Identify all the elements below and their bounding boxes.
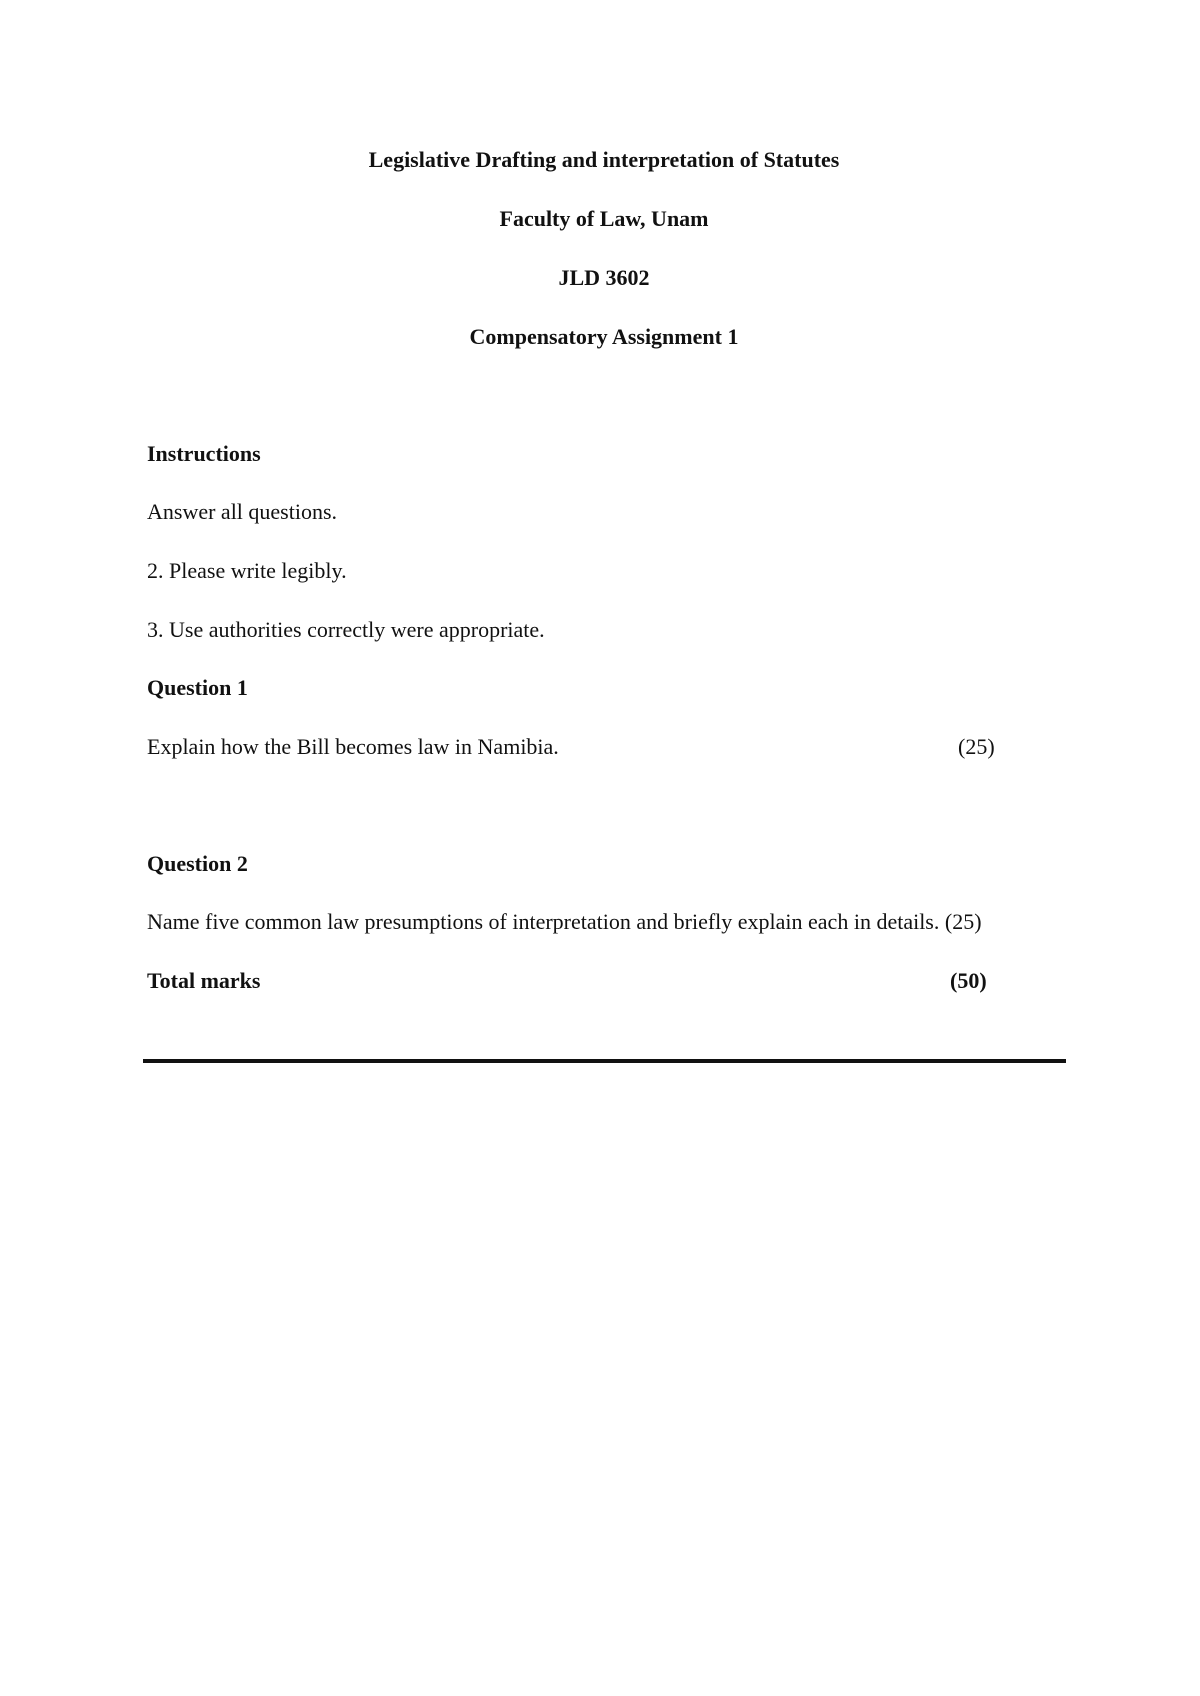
total-marks-label: Total marks [147, 968, 261, 993]
question-1-heading: Question 1 [147, 675, 248, 700]
instruction-item: 2. Please write legibly. [147, 558, 347, 583]
faculty-name: Faculty of Law, Unam [499, 206, 709, 231]
assignment-title: Compensatory Assignment 1 [469, 324, 739, 349]
total-marks-value: (50) [950, 968, 987, 993]
instruction-item: Answer all questions. [147, 499, 338, 524]
instruction-item: 3. Use authorities correctly were appropriate. [147, 617, 545, 642]
course-code: JLD 3602 [558, 265, 650, 290]
instructions-heading: Instructions [147, 441, 261, 466]
question-2-heading: Question 2 [147, 851, 248, 876]
question-1-marks: (25) [958, 734, 995, 759]
question-1-text: Explain how the Bill becomes law in Namibia. [147, 734, 559, 759]
question-2-text: Name five common law presumptions of interpretation and briefly explain each in details. (25) [147, 909, 982, 934]
horizontal-rule [143, 1059, 1066, 1063]
document-title: Legislative Drafting and interpretation of Statutes [368, 147, 840, 172]
